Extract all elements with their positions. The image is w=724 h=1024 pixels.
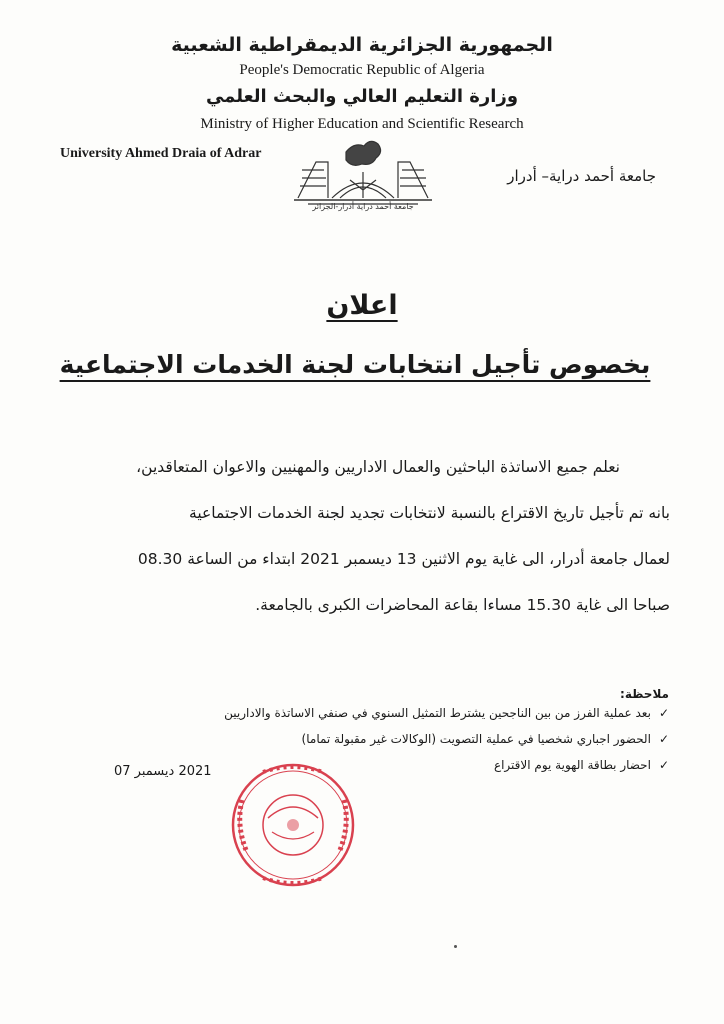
body-line: لعمال جامعة أدرار، الى غاية يوم الاثنين 13 ديسمبر 2021 ابتداء من الساعة 08.30 bbox=[137, 550, 670, 568]
check-icon: ✓ bbox=[658, 758, 669, 772]
body-line: نعلم جميع الاساتذة الباحثين والعمال الاداريين والمهنيين والاعوان المتعاقدين، bbox=[136, 458, 620, 476]
logo-caption: جامعة أحمد دراية أدرار-الجزائر bbox=[312, 202, 414, 211]
check-icon: ✓ bbox=[658, 732, 669, 746]
issue-date: 2021 ديسمبر 07 bbox=[114, 764, 212, 779]
header-republic-en: People's Democratic Republic of Algeria bbox=[239, 62, 485, 78]
body-line: صباحا الى غاية 15.30 مساءا بقاعة المحاضرات الكبرى بالجامعة. bbox=[255, 596, 670, 614]
university-name-ar: جامعة أحمد دراية– أدرار bbox=[507, 167, 656, 185]
scan-speck bbox=[453, 944, 458, 949]
body-line: بانه تم تأجيل تاريخ الاقتراع بالنسبة لانتخابات تجديد لجنة الخدمات الاجتماعية bbox=[189, 504, 670, 522]
official-stamp-icon bbox=[228, 760, 358, 890]
notes-title: ملاحظة: bbox=[620, 687, 669, 701]
note-text: الحضور اجباري شخصيا في عملية التصويت (الوكالات غير مقبولة تماما) bbox=[301, 732, 651, 746]
announcement-title: اعلان bbox=[326, 290, 398, 321]
announcement-body bbox=[55, 444, 670, 628]
university-name-en: University Ahmed Draia of Adrar bbox=[60, 146, 262, 161]
header-ministry-en: Ministry of Higher Education and Scientific Research bbox=[200, 116, 524, 132]
list-item bbox=[109, 732, 669, 746]
check-icon: ✓ bbox=[658, 706, 669, 720]
header-republic-ar: الجمهورية الجزائرية الديمقراطية الشعبية bbox=[171, 34, 553, 56]
list-item bbox=[109, 706, 669, 720]
header-ministry-ar: وزارة التعليم العالي والبحث العلمي bbox=[205, 86, 519, 107]
note-text: احضار بطاقة الهوية يوم الاقتراع bbox=[493, 758, 651, 772]
note-text: بعد عملية الفرز من بين الناجحين يشترط التمثيل السنوي في صنفي الاساتذة والاداريين bbox=[224, 706, 651, 720]
announcement-subtitle: بخصوص تأجيل انتخابات لجنة الخدمات الاجتماعية bbox=[59, 350, 651, 379]
